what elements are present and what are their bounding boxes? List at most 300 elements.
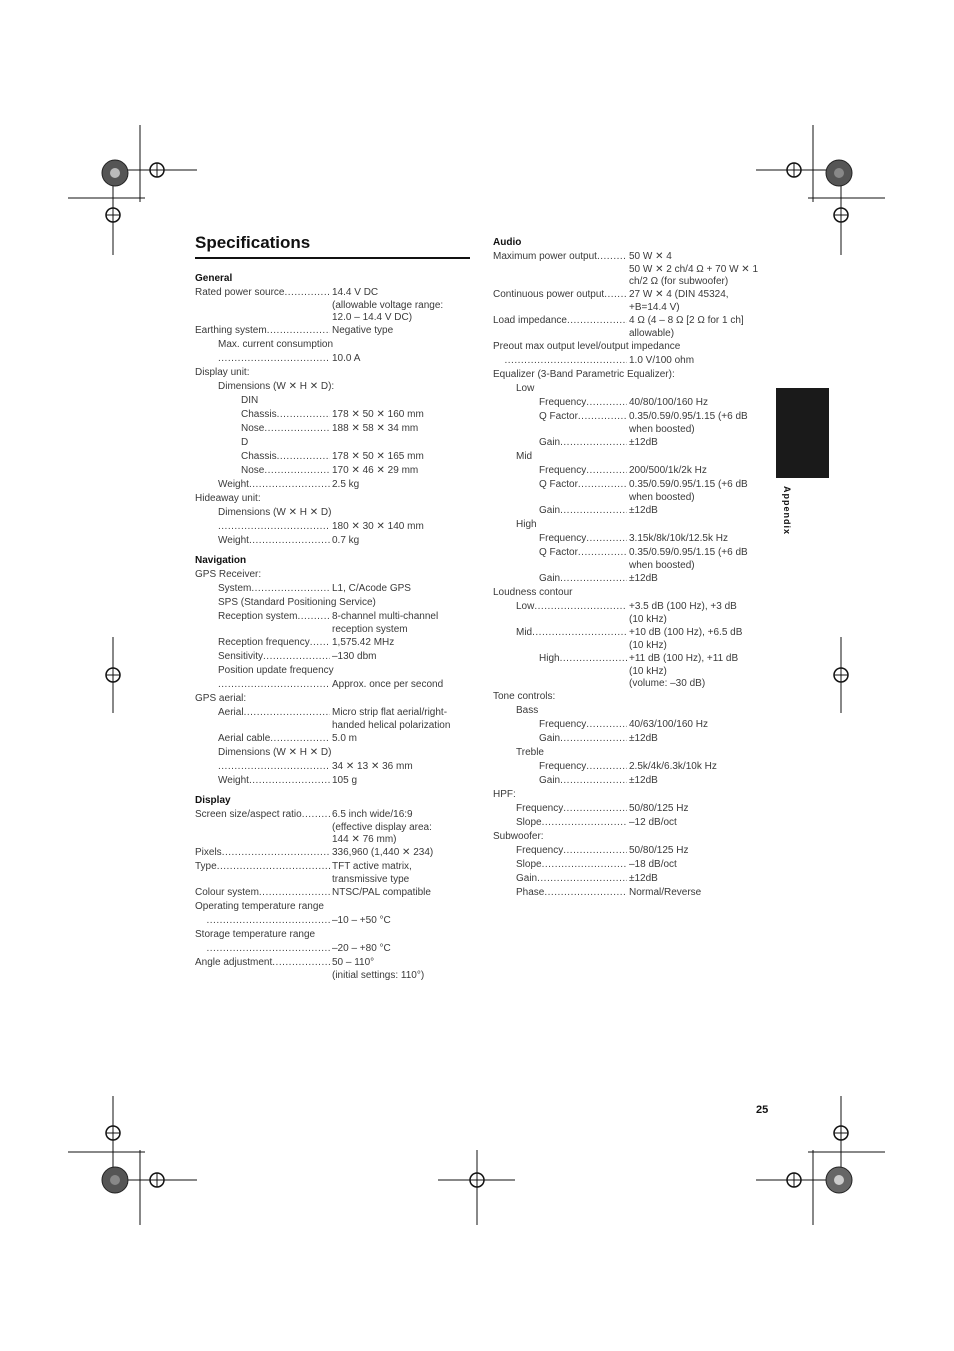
spec-value bbox=[330, 774, 470, 788]
spec-value-line: 50 – 110° bbox=[332, 957, 375, 968]
spec-value bbox=[627, 886, 768, 900]
spec-label: Frequency bbox=[539, 761, 587, 772]
spec-label: Aerial bbox=[218, 707, 244, 718]
section-heading: Display bbox=[195, 795, 231, 806]
spec-label: DIN bbox=[241, 395, 259, 406]
spec-value bbox=[330, 324, 470, 338]
spec-row bbox=[195, 394, 470, 408]
spec-label: GPS aerial: bbox=[195, 693, 247, 704]
spec-row bbox=[195, 928, 470, 942]
spec-row bbox=[195, 636, 470, 650]
dot-leader bbox=[207, 914, 331, 928]
spec-value bbox=[627, 572, 768, 586]
spec-value-line: 1,575.42 MHz bbox=[332, 637, 395, 648]
dot-leader bbox=[302, 808, 330, 846]
spec-label: Type bbox=[195, 861, 217, 872]
dot-leader bbox=[244, 706, 330, 732]
section-heading: Audio bbox=[493, 237, 522, 248]
spec-value-line: when boosted) bbox=[629, 492, 695, 503]
spec-value bbox=[330, 610, 470, 636]
spec-value-line: 3.15k/8k/10k/12.5k Hz bbox=[629, 533, 728, 544]
spec-row bbox=[493, 600, 768, 626]
dot-leader bbox=[285, 286, 331, 324]
section-heading: Navigation bbox=[195, 555, 247, 566]
spec-row bbox=[493, 368, 768, 382]
spec-value-line: (10 kHz) bbox=[629, 666, 667, 677]
spec-label: Gain bbox=[539, 775, 561, 786]
spec-label: Q Factor bbox=[539, 547, 578, 558]
spec-row bbox=[493, 586, 768, 600]
spec-value-line: 1.0 V/100 ohm bbox=[629, 355, 695, 366]
spec-value bbox=[627, 410, 768, 436]
spec-row bbox=[493, 802, 768, 816]
spec-value bbox=[627, 314, 768, 340]
dot-leader bbox=[249, 774, 330, 788]
spec-row bbox=[195, 408, 470, 422]
spec-row bbox=[493, 746, 768, 760]
spec-value-line: –20 – +80 °C bbox=[332, 943, 391, 954]
dot-leader bbox=[505, 354, 628, 368]
spec-value-line: 5.0 m bbox=[332, 733, 358, 744]
spec-value-line: ±12dB bbox=[629, 775, 658, 786]
dot-leader bbox=[534, 600, 627, 626]
spec-label: Aerial cable bbox=[218, 733, 271, 744]
dot-leader bbox=[218, 520, 330, 534]
spec-value bbox=[330, 846, 470, 860]
spec-label: Dimensions (W ✕ H ✕ D): bbox=[218, 381, 335, 392]
dot-leader bbox=[604, 288, 627, 314]
spec-value-line: 200/500/1k/2k Hz bbox=[629, 465, 707, 476]
spec-row bbox=[195, 732, 470, 746]
spec-value-line: 50/80/125 Hz bbox=[629, 845, 689, 856]
spec-value bbox=[330, 582, 470, 596]
dot-leader bbox=[218, 678, 330, 692]
spec-label: Maximum power output bbox=[493, 251, 597, 262]
spec-row bbox=[493, 690, 768, 704]
spec-row bbox=[195, 678, 470, 692]
dot-leader bbox=[597, 250, 627, 288]
spec-value-line: 10.0 A bbox=[332, 353, 361, 364]
spec-value bbox=[627, 250, 768, 288]
spec-value-line: Normal/Reverse bbox=[629, 887, 702, 898]
spec-label: System bbox=[218, 583, 252, 594]
spec-row bbox=[195, 286, 470, 324]
spec-value-line: (allowable voltage range: bbox=[332, 300, 444, 311]
spec-value-line: 0.35/0.59/0.95/1.15 (+6 dB bbox=[629, 547, 748, 558]
section-heading: General bbox=[195, 273, 233, 284]
spec-value bbox=[627, 774, 768, 788]
spec-label: Reception frequency bbox=[218, 637, 310, 648]
spec-row bbox=[195, 596, 470, 610]
dot-leader bbox=[249, 478, 330, 492]
spec-row bbox=[195, 324, 470, 338]
spec-value-line: Approx. once per second bbox=[332, 679, 444, 690]
dot-leader bbox=[560, 436, 627, 450]
spec-label: Mid bbox=[516, 627, 533, 638]
spec-row bbox=[493, 314, 768, 340]
spec-label: Frequency bbox=[539, 397, 587, 408]
spec-label: Position update frequency bbox=[218, 665, 334, 676]
spec-value-line: reception system bbox=[332, 624, 408, 635]
spec-row bbox=[195, 760, 470, 774]
spec-value-line: when boosted) bbox=[629, 560, 695, 571]
spec-value-line: 12.0 – 14.4 V DC) bbox=[332, 312, 413, 323]
spec-row bbox=[195, 664, 470, 678]
spec-label: D bbox=[241, 437, 249, 448]
dot-leader bbox=[277, 408, 330, 422]
spec-value bbox=[330, 860, 470, 886]
spec-label: Phase bbox=[516, 887, 545, 898]
spec-value-line: 40/80/100/160 Hz bbox=[629, 397, 708, 408]
spec-label: SPS (Standard Positioning Service) bbox=[218, 597, 376, 608]
spec-value-line: 178 ✕ 50 ✕ 160 mm bbox=[332, 409, 424, 420]
spec-value-line: 144 ✕ 76 mm) bbox=[332, 834, 397, 845]
spec-value bbox=[330, 450, 470, 464]
dot-leader bbox=[207, 942, 331, 956]
spec-value-line: +B=14.4 V) bbox=[629, 302, 680, 313]
spec-label: Dimensions (W ✕ H ✕ D) bbox=[218, 747, 332, 758]
spec-label: Continuous power output bbox=[493, 289, 605, 300]
spec-label: Gain bbox=[539, 573, 561, 584]
spec-label: Colour system bbox=[195, 887, 259, 898]
page-number: 25 bbox=[756, 1104, 769, 1116]
dot-leader bbox=[578, 478, 627, 504]
spec-value-line: Micro strip flat aerial/right- bbox=[332, 707, 448, 718]
spec-label: Bass bbox=[516, 705, 539, 716]
dot-leader bbox=[264, 464, 330, 478]
page-title: Specifications bbox=[195, 233, 470, 259]
spec-value-line: 170 ✕ 46 ✕ 29 mm bbox=[332, 465, 419, 476]
spec-value bbox=[330, 352, 470, 366]
spec-value-line: 178 ✕ 50 ✕ 165 mm bbox=[332, 451, 424, 462]
spec-value bbox=[330, 464, 470, 478]
spec-label: High bbox=[539, 653, 560, 664]
spec-row bbox=[195, 860, 470, 886]
spec-value-line: ±12dB bbox=[629, 733, 658, 744]
spec-value bbox=[330, 942, 470, 956]
spec-value-line: L1, C/Acode GPS bbox=[332, 583, 411, 594]
spec-value-line: ±12dB bbox=[629, 505, 658, 516]
spec-row bbox=[195, 450, 470, 464]
spec-value-line: +11 dB (100 Hz), +11 dB bbox=[629, 653, 739, 664]
spec-value-line: 50 W ✕ 4 bbox=[629, 251, 672, 262]
spec-value-line: 50/80/125 Hz bbox=[629, 803, 689, 814]
spec-label: Subwoofer: bbox=[493, 831, 544, 842]
spec-value-line: 105 g bbox=[332, 775, 358, 786]
spec-value-line: –18 dB/oct bbox=[629, 859, 677, 870]
spec-value-line: 180 ✕ 30 ✕ 140 mm bbox=[332, 521, 424, 532]
spec-value-line: handed helical polarization bbox=[332, 720, 451, 731]
spec-value-line: 0.35/0.59/0.95/1.15 (+6 dB bbox=[629, 411, 748, 422]
spec-value-line: –12 dB/oct bbox=[629, 817, 677, 828]
spec-value-line: Negative type bbox=[332, 325, 394, 336]
dot-leader bbox=[542, 816, 627, 830]
spec-label: Slope bbox=[516, 859, 542, 870]
spec-label: Preout max output level/output impedance bbox=[493, 341, 681, 352]
spec-label: Sensitivity bbox=[218, 651, 264, 662]
spec-value bbox=[627, 354, 768, 368]
spec-value bbox=[627, 872, 768, 886]
spec-label: Gain bbox=[516, 873, 538, 884]
spec-label: Max. current consumption bbox=[218, 339, 334, 350]
spec-row bbox=[493, 718, 768, 732]
spec-row bbox=[493, 652, 768, 690]
spec-row bbox=[493, 478, 768, 504]
spec-row bbox=[195, 900, 470, 914]
spec-row bbox=[195, 338, 470, 352]
spec-row bbox=[195, 506, 470, 520]
spec-label: Weight bbox=[218, 775, 249, 786]
spec-value bbox=[330, 534, 470, 548]
spec-label: Storage temperature range bbox=[195, 929, 316, 940]
spec-label: Pixels bbox=[195, 847, 222, 858]
spec-row bbox=[493, 382, 768, 396]
spec-value-line: (initial settings: 110°) bbox=[332, 970, 425, 981]
spec-row bbox=[493, 626, 768, 652]
dot-leader bbox=[586, 464, 627, 478]
spec-value bbox=[627, 802, 768, 816]
spec-value-line: 2.5 kg bbox=[332, 479, 360, 490]
spec-label: Angle adjustment bbox=[195, 957, 273, 968]
spec-row bbox=[493, 844, 768, 858]
spec-value bbox=[627, 718, 768, 732]
spec-value-line: 6.5 inch wide/16:9 bbox=[332, 809, 413, 820]
spec-row bbox=[195, 478, 470, 492]
dot-leader bbox=[264, 422, 330, 436]
spec-row bbox=[493, 858, 768, 872]
spec-row bbox=[493, 464, 768, 478]
appendix-tab-marker bbox=[776, 388, 829, 478]
dot-leader bbox=[567, 314, 627, 340]
spec-value bbox=[330, 732, 470, 746]
spec-value-line: 40/63/100/160 Hz bbox=[629, 719, 708, 730]
spec-value bbox=[627, 600, 768, 626]
spec-row bbox=[493, 450, 768, 464]
spec-label: Frequency bbox=[539, 533, 587, 544]
spec-row bbox=[195, 706, 470, 732]
spec-value-line: –10 – +50 °C bbox=[332, 915, 391, 926]
dot-leader bbox=[217, 860, 330, 886]
spec-label: Rated power source bbox=[195, 287, 285, 298]
spec-row bbox=[195, 692, 470, 706]
spec-row bbox=[195, 366, 470, 380]
spec-row bbox=[493, 340, 768, 354]
spec-row bbox=[493, 732, 768, 746]
dot-leader bbox=[249, 534, 330, 548]
spec-label: High bbox=[516, 519, 537, 530]
spec-value-line: 0.7 kg bbox=[332, 535, 360, 546]
spec-value-line: 4 Ω (4 – 8 Ω [2 Ω for 1 ch] bbox=[629, 315, 744, 326]
spec-value-line: –130 dbm bbox=[332, 651, 377, 662]
spec-row bbox=[493, 354, 768, 368]
spec-label: Mid bbox=[516, 451, 533, 462]
spec-value-line: 14.4 V DC bbox=[332, 287, 379, 298]
dot-leader bbox=[544, 886, 627, 900]
spec-row bbox=[195, 582, 470, 596]
spec-row bbox=[493, 774, 768, 788]
spec-value bbox=[330, 760, 470, 774]
spec-row bbox=[493, 546, 768, 572]
spec-label: Dimensions (W ✕ H ✕ D) bbox=[218, 507, 332, 518]
dot-leader bbox=[560, 732, 627, 746]
spec-value bbox=[330, 286, 470, 324]
spec-value-line: 188 ✕ 58 ✕ 34 mm bbox=[332, 423, 419, 434]
spec-value bbox=[627, 546, 768, 572]
spec-value bbox=[330, 678, 470, 692]
dot-leader bbox=[222, 846, 330, 860]
spec-value-line: 34 ✕ 13 ✕ 36 mm bbox=[332, 761, 413, 772]
spec-label: Q Factor bbox=[539, 411, 578, 422]
spec-value-line: TFT active matrix, bbox=[332, 861, 412, 872]
spec-value bbox=[627, 652, 768, 690]
spec-row bbox=[493, 830, 768, 844]
spec-label: Chassis bbox=[241, 451, 277, 462]
spec-label: Weight bbox=[218, 535, 249, 546]
dot-leader bbox=[251, 582, 330, 596]
spec-value bbox=[627, 858, 768, 872]
spec-row bbox=[493, 518, 768, 532]
dot-leader bbox=[542, 858, 627, 872]
spec-row bbox=[493, 816, 768, 830]
spec-label: Frequency bbox=[516, 845, 564, 856]
spec-value-line: ch/2 Ω (for subwoofer) bbox=[629, 276, 729, 287]
spec-value bbox=[330, 408, 470, 422]
spec-value bbox=[330, 956, 470, 982]
spec-label: Frequency bbox=[539, 465, 587, 476]
spec-value bbox=[627, 532, 768, 546]
spec-value-line: NTSC/PAL compatible bbox=[332, 887, 431, 898]
spec-value bbox=[330, 636, 470, 650]
spec-row bbox=[195, 436, 470, 450]
spec-row bbox=[195, 956, 470, 982]
spec-value bbox=[330, 650, 470, 664]
spec-value bbox=[330, 914, 470, 928]
spec-value-line: ±12dB bbox=[629, 873, 658, 884]
spec-value-line: +3.5 dB (100 Hz), +3 dB bbox=[629, 601, 737, 612]
spec-label: GPS Receiver: bbox=[195, 569, 262, 580]
spec-label: Equalizer (3-Band Parametric Equalizer): bbox=[493, 369, 675, 380]
spec-value bbox=[627, 732, 768, 746]
dot-leader bbox=[259, 886, 330, 900]
spec-value bbox=[627, 504, 768, 518]
spec-value-line: ±12dB bbox=[629, 437, 658, 448]
spec-value-line: transmissive type bbox=[332, 874, 410, 885]
spec-row bbox=[195, 846, 470, 860]
spec-row bbox=[493, 436, 768, 450]
dot-leader bbox=[267, 324, 330, 338]
spec-value-line: (10 kHz) bbox=[629, 614, 667, 625]
spec-value-line: 27 W ✕ 4 (DIN 45324, bbox=[629, 289, 729, 300]
dot-leader bbox=[270, 732, 330, 746]
spec-value bbox=[330, 886, 470, 900]
spec-row bbox=[493, 504, 768, 518]
spec-label: Chassis bbox=[241, 409, 277, 420]
spec-value bbox=[627, 478, 768, 504]
dot-leader bbox=[537, 872, 627, 886]
spec-row bbox=[195, 746, 470, 760]
spec-row bbox=[195, 534, 470, 548]
spec-label: Frequency bbox=[516, 803, 564, 814]
appendix-tab-label: Appendix bbox=[782, 486, 792, 536]
dot-leader bbox=[218, 352, 330, 366]
spec-label: Low bbox=[516, 601, 535, 612]
dot-leader bbox=[586, 760, 627, 774]
dot-leader bbox=[297, 610, 330, 636]
spec-row bbox=[195, 568, 470, 582]
spec-label: Earthing system bbox=[195, 325, 267, 336]
spec-label: Reception system bbox=[218, 611, 298, 622]
spec-value bbox=[627, 844, 768, 858]
spec-value bbox=[330, 520, 470, 534]
spec-value bbox=[627, 626, 768, 652]
spec-value bbox=[330, 706, 470, 732]
spec-value bbox=[627, 464, 768, 478]
spec-row bbox=[195, 942, 470, 956]
spec-row bbox=[195, 464, 470, 478]
spec-row bbox=[493, 886, 768, 900]
dot-leader bbox=[560, 652, 627, 690]
spec-label: Load impedance bbox=[493, 315, 567, 326]
spec-row bbox=[493, 704, 768, 718]
spec-row bbox=[195, 610, 470, 636]
spec-label: Q Factor bbox=[539, 479, 578, 490]
spec-value bbox=[330, 808, 470, 846]
dot-leader bbox=[586, 396, 627, 410]
spec-row bbox=[195, 520, 470, 534]
spec-row bbox=[493, 250, 768, 288]
spec-label: Low bbox=[516, 383, 535, 394]
spec-row bbox=[493, 288, 768, 314]
spec-row bbox=[493, 872, 768, 886]
dot-leader bbox=[310, 636, 330, 650]
dot-leader bbox=[563, 802, 627, 816]
spec-value bbox=[330, 478, 470, 492]
specs-right-column bbox=[493, 236, 768, 900]
spec-row bbox=[493, 788, 768, 802]
spec-label: Loudness contour bbox=[493, 587, 573, 598]
spec-row bbox=[195, 886, 470, 900]
spec-row bbox=[195, 492, 470, 506]
spec-row bbox=[195, 422, 470, 436]
spec-value-line: (10 kHz) bbox=[629, 640, 667, 651]
dot-leader bbox=[560, 572, 627, 586]
dot-leader bbox=[560, 504, 627, 518]
dot-leader bbox=[263, 650, 330, 664]
spec-value-line: 50 W ✕ 2 ch/4 Ω + 70 W ✕ 1 bbox=[629, 264, 759, 275]
dot-leader bbox=[277, 450, 330, 464]
spec-row bbox=[493, 572, 768, 586]
spec-label: Gain bbox=[539, 505, 561, 516]
spec-label: Nose bbox=[241, 423, 265, 434]
spec-value-line: when boosted) bbox=[629, 424, 695, 435]
dot-leader bbox=[272, 956, 330, 982]
dot-leader bbox=[586, 532, 627, 546]
spec-label: Treble bbox=[516, 747, 544, 758]
spec-label: Weight bbox=[218, 479, 249, 490]
spec-label: HPF: bbox=[493, 789, 516, 800]
dot-leader bbox=[586, 718, 627, 732]
spec-row bbox=[195, 352, 470, 366]
spec-row bbox=[493, 410, 768, 436]
spec-label: Slope bbox=[516, 817, 542, 828]
spec-label: Nose bbox=[241, 465, 265, 476]
spec-value bbox=[627, 396, 768, 410]
spec-row bbox=[493, 396, 768, 410]
spec-value bbox=[627, 288, 768, 314]
spec-row bbox=[195, 380, 470, 394]
spec-label: Hideaway unit: bbox=[195, 493, 261, 504]
spec-row bbox=[195, 914, 470, 928]
